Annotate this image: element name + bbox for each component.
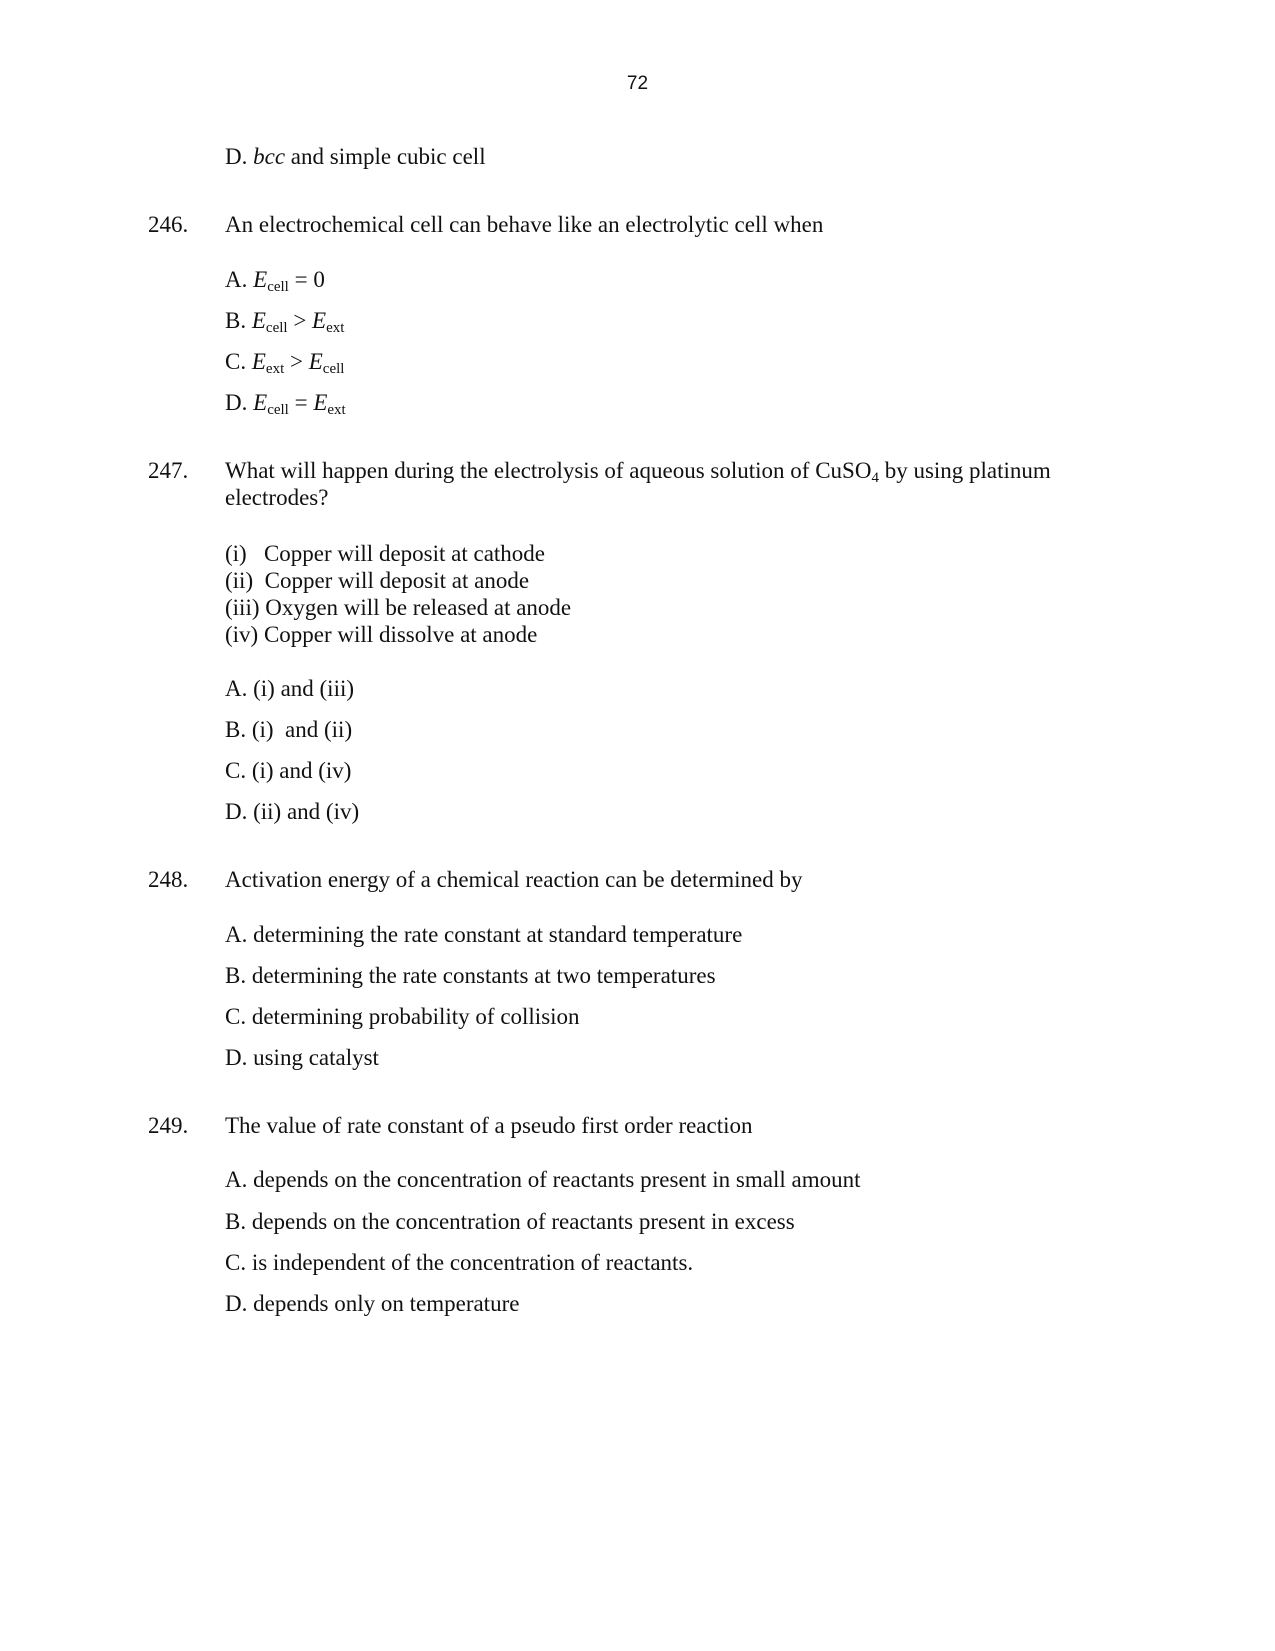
option-c: C. is independent of the concentration of reactants. bbox=[225, 1250, 694, 1275]
question-text: An electrochemical cell can behave like an electrolytic cell when bbox=[225, 212, 824, 237]
question-number: 247. bbox=[148, 458, 189, 483]
question-number: 246. bbox=[148, 212, 189, 237]
subscript: ext bbox=[327, 402, 346, 418]
variable-e: E bbox=[313, 390, 328, 415]
option-italic-term: bcc bbox=[253, 144, 286, 169]
carryover-option-d bbox=[225, 143, 486, 171]
subscript: cell bbox=[322, 361, 345, 377]
question-number: 249. bbox=[148, 1113, 189, 1138]
operator: = bbox=[288, 267, 314, 292]
option-c: C. determining probability of collision bbox=[225, 1004, 580, 1029]
option-label: B. bbox=[225, 308, 247, 333]
option-d: D. (ii) and (iv) bbox=[225, 799, 360, 824]
subscript: ext bbox=[265, 361, 285, 377]
option-b: B. (i) and (ii) bbox=[225, 717, 353, 742]
variable-e: E bbox=[251, 349, 266, 374]
variable-e: E bbox=[253, 390, 268, 415]
option-label: D. bbox=[225, 144, 248, 169]
option-d: D. using catalyst bbox=[225, 1045, 379, 1070]
question-text: Activation energy of a chemical reaction can be determined by bbox=[225, 867, 803, 892]
statement-ii: (ii) Copper will deposit at anode bbox=[225, 568, 530, 593]
question-text-continuation: electrodes? bbox=[225, 485, 329, 510]
option-a: A. depends on the concentration of reactants present in small amount bbox=[225, 1167, 861, 1192]
page-number: 72 bbox=[626, 73, 649, 94]
subscript: cell bbox=[267, 279, 289, 295]
subscript: ext bbox=[326, 320, 345, 336]
statement-iii: (iii) Oxygen will be released at anode bbox=[225, 595, 572, 620]
subscript: cell bbox=[267, 402, 289, 418]
variable-e: E bbox=[253, 267, 268, 292]
question-number: 248. bbox=[148, 867, 189, 892]
operator: = bbox=[288, 390, 314, 415]
option-label: C. bbox=[225, 349, 247, 374]
subscript: cell bbox=[265, 320, 288, 336]
option-d bbox=[225, 389, 346, 417]
option-a: A. (i) and (iii) bbox=[225, 676, 355, 701]
variable-e: E bbox=[251, 308, 266, 333]
value: 0 bbox=[313, 267, 325, 292]
question-text bbox=[225, 457, 1051, 484]
option-b: B. depends on the concentration of reactants present in excess bbox=[225, 1209, 795, 1234]
option-d: D. depends only on temperature bbox=[225, 1291, 520, 1316]
question-text-part: by using platinum bbox=[878, 458, 1051, 483]
option-a: A. determining the rate constant at standard temperature bbox=[225, 922, 743, 947]
subscript: 4 bbox=[871, 470, 879, 486]
statement-i: (i) Copper will deposit at cathode bbox=[225, 541, 546, 566]
operator: > bbox=[284, 349, 309, 374]
variable-e: E bbox=[308, 349, 323, 374]
option-c bbox=[225, 348, 344, 376]
option-label: A. bbox=[225, 267, 248, 292]
option-c: C. (i) and (iv) bbox=[225, 758, 352, 783]
option-b bbox=[225, 307, 344, 335]
question-text-part: What will happen during the electrolysis of aqueous solution of CuSO bbox=[225, 458, 872, 483]
option-b: B. determining the rate constants at two temperatures bbox=[225, 963, 716, 988]
variable-e: E bbox=[312, 308, 327, 333]
statement-iv: (iv) Copper will dissolve at anode bbox=[225, 622, 538, 647]
option-a bbox=[225, 266, 325, 294]
option-text: and simple cubic cell bbox=[285, 144, 486, 169]
option-label: D. bbox=[225, 390, 248, 415]
operator: > bbox=[287, 308, 313, 333]
question-text: The value of rate constant of a pseudo first order reaction bbox=[225, 1113, 753, 1138]
